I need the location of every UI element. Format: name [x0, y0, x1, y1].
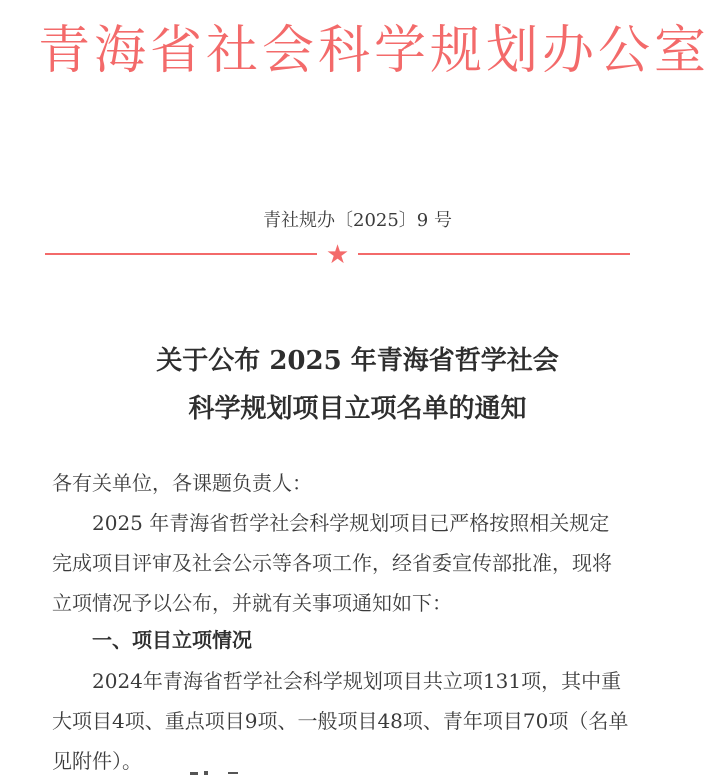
paragraph-intro-line-2: 完成项目评审及社会公示等各项工作，经省委宣传部批准，现将: [52, 551, 612, 575]
paragraph-approval-details: [52, 661, 652, 778]
paragraph-intro-line-1: 2025 年青海省哲学社会科学规划项目已严格按照相关规定: [92, 511, 610, 535]
section-heading-project-approval: 一、项目立项情况: [92, 628, 252, 652]
notice-title: [0, 337, 715, 433]
paragraph-approval-line-3: 见附件）。: [52, 749, 142, 773]
paragraph-approval-line-1: 2024年青海省哲学社会科学规划项目共立项131项，其中重: [92, 669, 622, 693]
notice-title-line-2: 科学规划项目立项名单的通知: [188, 394, 527, 424]
paragraph-intro: [52, 503, 652, 623]
red-divider-line: [45, 242, 630, 268]
cut-off-next-line: [52, 762, 312, 778]
divider-star-icon: ★: [325, 242, 350, 268]
salutation: [52, 463, 652, 503]
paragraph-approval-line-2: 大项目4项、重点项目9项、一般项目48项、青年项目70项（名单: [52, 709, 629, 733]
notice-title-line-1: 关于公布 2025 年青海省哲学社会: [156, 346, 559, 376]
paragraph-intro-line-3: 立项情况予以公布，并就有关事项通知如下：: [52, 591, 452, 615]
letterhead-title: 青海省社会科学规划办公室: [38, 21, 711, 81]
salutation-text: 各有关单位，各课题负责人：: [52, 471, 312, 495]
document-number: 青社规办〔2025〕9 号: [263, 210, 452, 231]
